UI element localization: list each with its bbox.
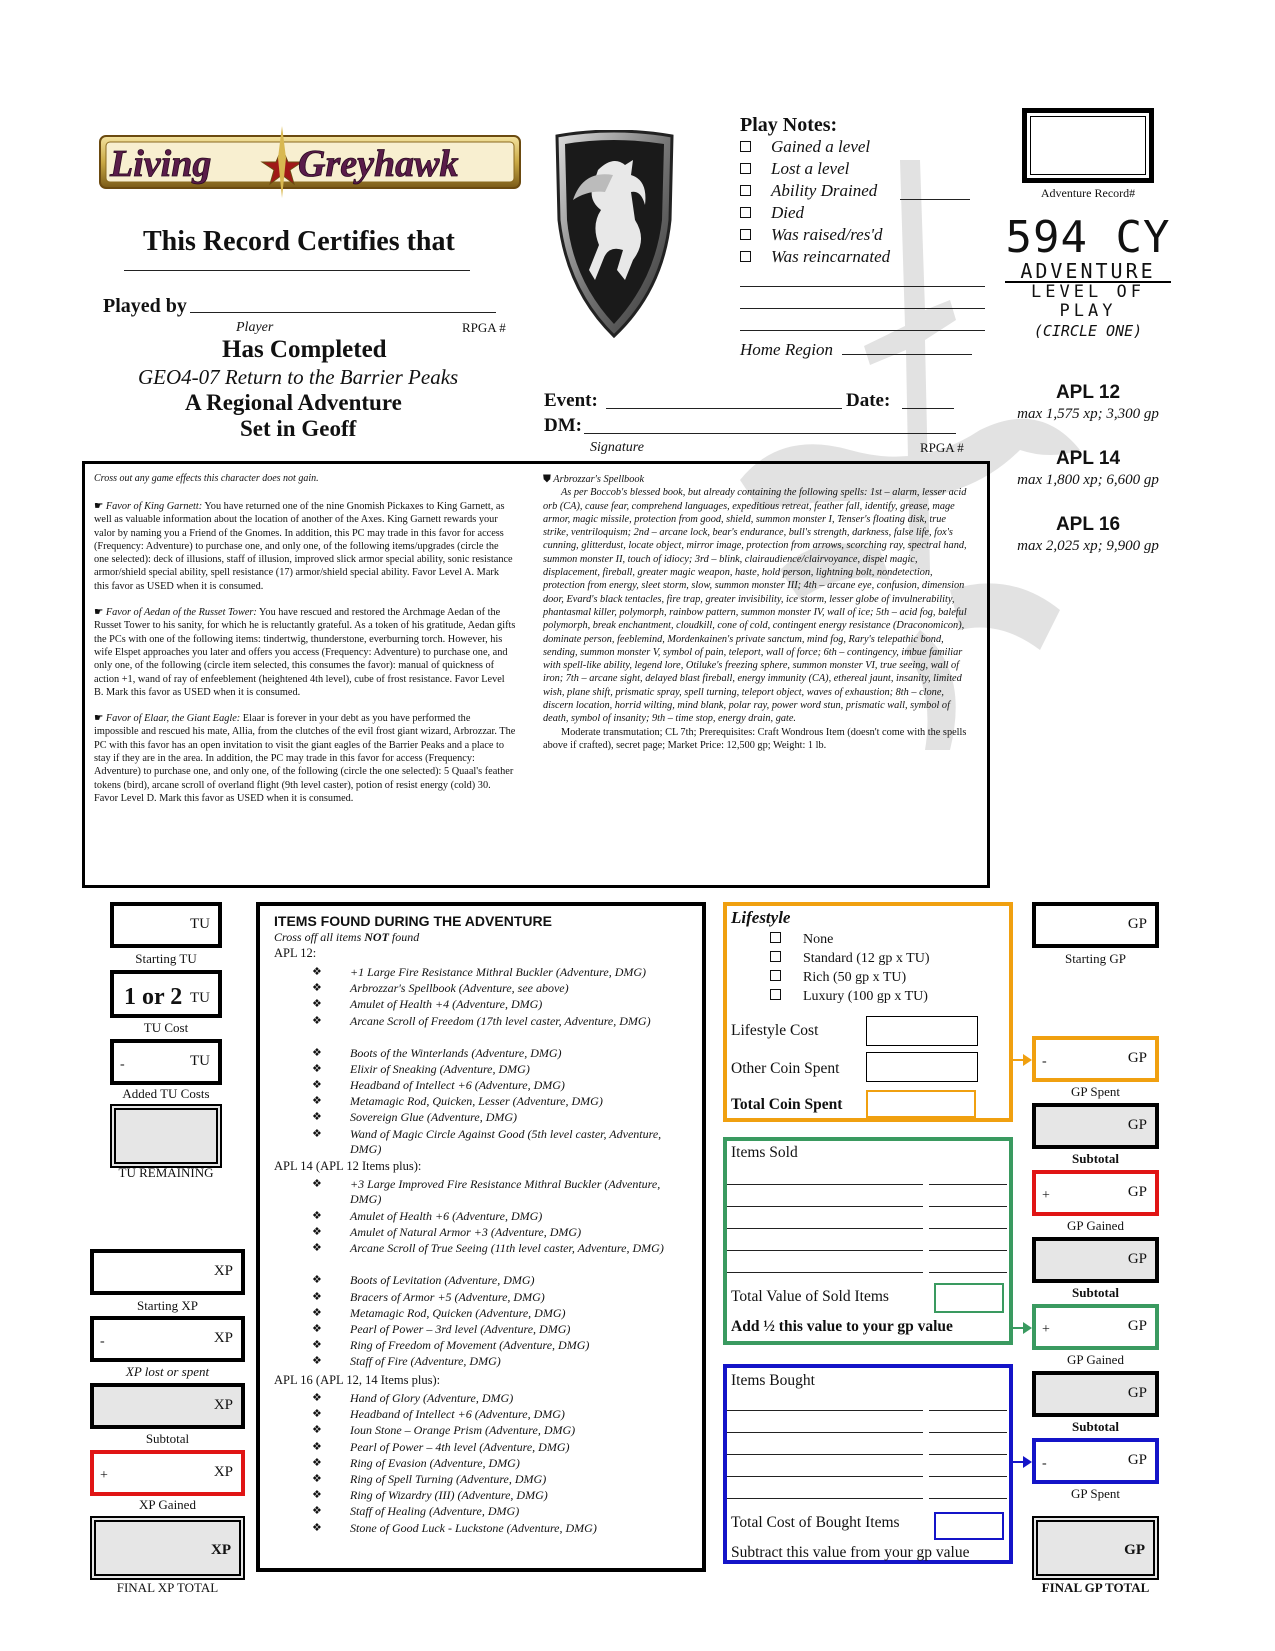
items-bought-title: Items Bought [731,1372,815,1389]
item-found-label: Staff of Healing (Adventure, DMG) [350,1504,520,1519]
adventure-type: A Regional Adventure [185,390,402,415]
item-found-entry[interactable] [312,1177,682,1207]
item-found-entry[interactable] [312,1094,682,1109]
bought-value-line[interactable] [929,1454,1007,1455]
total-coin-field[interactable] [866,1090,976,1118]
played-by-label: Played by [103,295,187,317]
play-note-reincarnated[interactable]: Was reincarnated [740,247,890,267]
spellbook-entry: ⛊ Arbrozzar's Spellbook As per Boccob's blessed book, but already containing the following spells: 1st – alarm, lesser acid orb (CA), cause fear, comprehend languages, expeditious retreat, feather fall, identify, grease, mage armor, magic missile, protection from good, shield, summon monster I, Tenser's floating disk, true strike, ventriloquism; 2nd – arcane lock, bear's endurance, bull's strength, darkness, false life, fox's cunning, glitterdust, locate object, mirror image, protection from arrows, scorching ray, spectral hand, summon monster II, touch of idiocy; 3rd – blink, clairaudience/clairvoyance, dispel magic, displacement, fireball, greater magic weapon, haste, hold person, lightning bolt, nondetection, protection from energy, sleet storm, slow, summon monster III; 4th – arcane eye, confusion, dimension door, Evard's black tentacles, fire trap, greater invisibility, ice storm, lesser globe of invulnerability, phantasmal killer, polymorph, rainbow pattern, summon monster IV, wall of ice; 5th – acid fog, baleful polymorph, break enchantment, cloudkill, cone of cold, contingent energy resistance (Draconomicon), dominate person, feeblemind, Mordenkainen's private sanctum, mind fog, Rary's telepathic bond, sending, summon monster V, symbol of pain, teleport, wall of force; 6th – contingency, imbue familiar with spell-like ability, legend lore, Otiluke's freezing sphere, summon monster VI, true seeing, wall of iron; 7th – arcane sight, delayed blast fireball, energy immunity (CA), ethereal jaunt, insanity, limited wish, plane shift, prismatic spray, spell turning, teleport object, waves of exhaustion; 8th – clone, discern location, horrid wilting, mind blank, polar ray, power word stun, prismatic wall, symbol of death, symbol of insanity; 9th – time stop, energy drain, gate. Moderate transmutation; CL 7th; Prerequisites: Craft Wondrous Item (doesn't come with the spells above if crafted), secret page; Market Price: 12,500 gp; Weight: 1 lb. [543,473,973,752]
item-found-label: Ioun Stone – Orange Prism (Adventure, DMG) [350,1423,576,1438]
final-gp-label: FINAL GP TOTAL [1041,1580,1150,1595]
diamond-bullet-icon: ❖ [312,1323,322,1335]
apl-14-max: max 1,800 xp; 6,600 gp [1017,472,1159,488]
spellbook-tail: Moderate transmutation; CL 7th; Prerequisites: Craft Wondrous Item (doesn't come with the spells above if crafted), secret page; Market Price: 12,500 gp; Weight: 1 lb. [543,726,967,751]
item-found-label: Boots of Levitation (Adventure, DMG) [350,1273,535,1288]
added-tu-box[interactable]: - TU [110,1039,222,1085]
items-sold-box [723,1137,1013,1345]
lifestyle-box [723,902,1013,1122]
xp-gained-box[interactable]: + XP [90,1450,245,1496]
item-found-entry[interactable] [312,965,682,980]
diamond-bullet-icon: ❖ [312,1095,322,1108]
diamond-bullet-icon: ❖ [312,1178,322,1190]
sold-item-line[interactable] [727,1206,923,1207]
added-tu-label: Added TU Costs [122,1086,210,1101]
arrow-bought-head [1023,1456,1032,1468]
play-note-died[interactable]: Died [740,203,804,223]
item-found-label: Arbrozzar's Spellbook (Adventure, see above) [350,981,569,996]
apl12-items-header: APL 12: [274,946,317,960]
gp-spent-lifestyle-label: GP Spent [1071,1084,1120,1099]
play-note-ability-drained[interactable]: Ability Drained [740,181,877,201]
favor-king-garnett: ☛ Favor of King Garnett: You have returned one of the nine Gnomish Pickaxes to King Garnett, as well as valuable information about the location of another of the Axes. King Garnett rewards your valor by naming you a Friend of the Gnomes. In addition, this PC may trade in this favor for access (Frequency: Adventure) to purchase one, and only one, of the following items/upgrades (circle the one selected): deck of illusions, staff of illusion, improved slick armor special ability, sonic resistance armor/shield special ability, spell resistance (17) armor/shield special ability. Favor Level A. Mark this favor as USED when it is consumed. [94,501,513,592]
checkbox[interactable] [740,185,751,196]
griffon-shield-icon [553,130,676,340]
items-found-subtitle: Cross off all items NOT found [274,930,420,944]
bought-item-line[interactable] [727,1454,923,1455]
item-found-label: Staff of Fire (Adventure, DMG) [350,1354,501,1369]
favor-elaar: ☛ Favor of Elaar, the Giant Eagle: Elaar is forever in your debt as you have performed the impossible and rescued his mate, Allia, from the clutches of the evil frost giant wizard, Arbrozzar. The PC with this favor has an open invitation to visit the giant eagles of the Barrier Peaks and a place to stay if they are in the area. In addition, the PC may trade in this favor for access (Frequency: Adventure) to purchase one, and only one, of the following (circle the one selected): 5 Quaal's feather tokens (bird), arcane scroll of overland flight (9th level caster), potion of resist energy (cold) 30. Favor Level D. Mark this favor as USED when it is consumed. [94,713,516,804]
adventure-code: GEO4-07 Return to the Barrier Peaks [138,365,459,389]
diamond-bullet-icon: ❖ [312,1339,322,1352]
item-found-label: Pearl of Power – 3rd level (Adventure, DMG) [350,1322,571,1336]
notes-line-2[interactable] [740,308,985,309]
item-found-entry[interactable] [312,1504,682,1519]
sold-add-instruction: Add ½ this value to your gp value [731,1318,953,1335]
item-found-entry[interactable] [312,1521,682,1536]
notes-line-1[interactable] [740,286,985,287]
gp-spent-bought-label: GP Spent [1071,1486,1120,1501]
dm-label: DM: [544,415,582,436]
item-found-entry[interactable] [312,1322,682,1337]
xp-subtotal-label: Subtotal [145,1431,190,1446]
diamond-bullet-icon: ❖ [312,1306,322,1319]
gp-gained-sold-box[interactable]: + GP [1032,1304,1159,1350]
apl-16-max: max 2,025 xp; 9,900 gp [1017,538,1159,554]
diamond-bullet-icon: ❖ [312,1473,322,1485]
item-found-label: Arcane Scroll of True Seeing (11th level caster, Adventure, DMG) [350,1241,664,1256]
bought-item-line[interactable] [727,1410,923,1411]
lifestyle-cost-label: Lifestyle Cost [731,1022,819,1039]
final-xp-label: FINAL XP TOTAL [116,1580,219,1595]
hand-icon: ☛ [94,607,106,619]
item-found-label: Amulet of Natural Armor +3 (Adventure, DMG) [350,1225,582,1240]
gp-subtotal-1-box[interactable]: GP [1032,1103,1159,1149]
play-note-lost-level[interactable]: Lost a level [740,159,849,179]
item-found-entry[interactable] [312,1241,682,1256]
tu-cost-value: 1 or 2 [124,984,183,1010]
adventure-record-label: Adventure Record# [1040,186,1136,200]
ability-drained-line[interactable] [900,199,970,200]
diamond-bullet-icon: ❖ [312,1392,322,1404]
diamond-bullet-icon: ❖ [312,1062,322,1075]
gp-subtotal-3-label: Subtotal [1072,1419,1119,1434]
checkbox[interactable] [740,163,751,174]
starting-tu-label: Starting TU [135,951,197,966]
item-found-label: Amulet of Health +4 (Adventure, DMG) [350,997,543,1012]
diamond-bullet-icon: ❖ [312,1355,322,1368]
sold-value-line[interactable] [929,1250,1007,1251]
gp-subtotal-3-box[interactable]: GP [1032,1371,1159,1417]
svg-text:Greyhawk: Greyhawk [298,143,459,185]
starting-tu-box[interactable]: TU [110,902,222,948]
notes-line-3[interactable] [740,330,985,331]
year-heading: 594 CY [1005,212,1171,263]
item-found-label: Ring of Evasion (Adventure, DMG) [350,1455,520,1470]
diamond-bullet-icon: ❖ [312,1226,322,1239]
diamond-bullet-icon: ❖ [312,1242,322,1255]
diamond-bullet-icon: ❖ [312,1424,322,1437]
sold-value-line[interactable] [929,1206,1007,1207]
apl-14-option[interactable]: APL 14 [1055,448,1121,469]
item-found-label: Metamagic Rod, Quicken, Lesser (Adventure, DMG) [350,1094,603,1109]
lifestyle-luxury[interactable]: Luxury (100 gp x TU) [770,989,928,1005]
level-of-play-line-3: PLAY [1059,301,1117,321]
diamond-bullet-icon: ❖ [312,1408,322,1421]
xp-subtotal-box[interactable]: XP [90,1383,245,1429]
item-found-label: Ring of Wizardry (III) (Adventure, DMG) [350,1488,548,1503]
event-label: Event: [544,390,598,411]
arrow-sold-head [1023,1322,1032,1334]
diamond-bullet-icon: ❖ [312,1521,322,1534]
checkbox[interactable] [770,932,781,943]
gp-gained-sold-label: GP Gained [1067,1352,1124,1367]
play-note-raised[interactable]: Was raised/res'd [740,225,882,245]
adventure-set: Set in Geoff [240,416,357,441]
character-name-line[interactable] [124,270,470,271]
starting-xp-label: Starting XP [136,1298,199,1313]
item-found-entry[interactable] [312,1127,682,1157]
item-found-entry[interactable] [312,1290,682,1305]
sold-total-field[interactable] [934,1283,1004,1313]
play-notes-title: Play Notes: [740,114,838,136]
item-found-entry[interactable] [312,1014,682,1029]
items-found-title: ITEMS FOUND DURING THE ADVENTURE [274,913,552,929]
player-label: Player [236,320,274,335]
diamond-bullet-icon: ❖ [312,1290,322,1303]
bought-value-line[interactable] [929,1498,1007,1499]
item-found-entry[interactable] [312,1407,682,1422]
has-completed-heading: Has Completed [222,336,387,363]
tu-remaining-label: TU REMAINING [118,1165,214,1180]
diamond-bullet-icon: ❖ [312,1505,322,1518]
item-found-entry[interactable] [312,1273,682,1288]
hand-icon: ☛ [94,713,106,725]
sold-item-line[interactable] [727,1228,923,1229]
item-found-entry[interactable] [312,1110,682,1125]
item-found-entry[interactable] [312,1338,682,1353]
item-found-label: Metamagic Rod, Quicken (Adventure, DMG) [350,1305,566,1320]
apl-12-option[interactable]: APL 12 [1055,382,1121,403]
item-found-entry[interactable] [312,1488,682,1503]
home-region-label: Home Region [740,340,834,359]
item-found-label: +1 Large Fire Resistance Mithral Buckler (Adventure, DMG) [350,965,647,979]
rpga-label: RPGA # [462,320,506,335]
bought-item-line[interactable] [727,1498,923,1499]
player-name-line[interactable] [190,312,496,313]
tu-cost-label: TU Cost [143,1020,189,1035]
other-coin-label: Other Coin Spent [731,1060,840,1077]
gp-subtotal-1-label: Subtotal [1072,1151,1119,1166]
level-of-play-line-1: ADVENTURE [1005,261,1171,283]
adventure-record-box[interactable] [1022,108,1154,183]
bought-item-line[interactable] [727,1476,923,1477]
certifies-heading: This Record Certifies that [143,226,455,257]
item-found-label: Hand of Glory (Adventure, DMG) [350,1391,514,1405]
item-found-label: +3 Large Improved Fire Resistance Mithral Buckler (Adventure, DMG) [350,1177,661,1206]
hand-icon: ☛ [94,501,106,512]
item-found-label: Amulet of Health +6 (Adventure, DMG) [350,1209,543,1223]
item-found-entry[interactable] [312,1391,682,1406]
apl14-items-header: APL 14 (APL 12 Items plus): [274,1159,422,1173]
checkbox[interactable] [740,229,751,240]
diamond-bullet-icon: ❖ [312,1046,322,1059]
checkbox[interactable] [740,141,751,152]
starting-gp-box[interactable]: GP [1032,902,1159,948]
lifestyle-rich[interactable]: Rich (50 gp x TU) [770,970,906,986]
starting-xp-box[interactable]: XP [90,1249,245,1295]
sold-item-line[interactable] [727,1184,923,1185]
checkbox[interactable] [740,251,751,262]
item-found-label: Boots of the Winterlands (Adventure, DMG) [350,1045,562,1060]
gp-gained-box[interactable]: + GP [1032,1170,1159,1216]
item-found-entry[interactable] [312,1440,682,1455]
diamond-bullet-icon: ❖ [312,1440,322,1453]
item-found-label: Ring of Freedom of Movement (Adventure, DMG) [350,1338,590,1353]
item-found-label: Elixir of Sneaking (Adventure, DMG) [350,1061,530,1076]
apl-16-option[interactable]: APL 16 [1055,514,1121,535]
final-xp-box[interactable]: XP [90,1516,245,1580]
sold-item-line[interactable] [727,1250,923,1251]
diamond-bullet-icon: ❖ [312,1489,322,1502]
sold-item-line[interactable] [727,1272,923,1273]
bought-value-line[interactable] [929,1476,1007,1477]
item-found-entry[interactable] [312,1062,682,1077]
gp-spent-lifestyle-box[interactable]: - GP [1032,1036,1159,1082]
favors-list [94,500,516,818]
home-region-line[interactable] [842,354,972,355]
bought-total-field[interactable] [934,1512,1004,1540]
diamond-bullet-icon: ❖ [312,1014,322,1027]
item-found-entry[interactable] [312,1423,682,1438]
xp-gained-label: XP Gained [139,1497,196,1512]
level-of-play-line-2: LEVEL OF [1031,282,1145,302]
diamond-bullet-icon: ❖ [312,1210,322,1222]
item-found-entry[interactable] [312,1306,682,1321]
date-line[interactable] [902,408,954,409]
item-found-entry[interactable] [312,997,682,1012]
total-coin-label: Total Coin Spent [731,1096,843,1113]
sold-value-line[interactable] [929,1184,1007,1185]
diamond-bullet-icon: ❖ [312,1274,322,1287]
gp-subtotal-2-box[interactable]: GP [1032,1237,1159,1283]
play-note-gained-level[interactable]: Gained a level [740,137,870,157]
lifestyle-title: Lifestyle [731,908,791,927]
dm-rpga-label: RPGA # [920,440,964,455]
signature-label: Signature [590,440,644,455]
item-found-entry[interactable] [312,1225,682,1240]
favor-aedan: ☛ Favor of Aedan of the Russet Tower: You have rescued and restored the Archmage Aedan of the Russet Tower to his sanity, for which he is reluctantly grateful. As a token of his gratitude, Aedan gifts the PCs with one of the following items: tindertwig, thunderstone, everburning torch. However, his wife Elspet approaches you later and offers you access (Frequency: Adventure) to purchase one, and only one, of the following (circle item selected, this consumes the favor): manual of quickness of action +1, wand of ray of enfeeblement (heightened 4th level), cube of frost resistance. Favor Level B. Mark this favor as USED when it is consumed. [94,607,516,698]
item-found-entry[interactable] [312,1078,682,1093]
sold-total-label: Total Value of Sold Items [731,1288,889,1305]
checkbox[interactable] [740,207,751,218]
event-line[interactable] [606,408,842,409]
diamond-bullet-icon: ❖ [312,1111,322,1124]
item-found-entry[interactable] [312,1456,682,1471]
item-found-label: Wand of Magic Circle Against Good (5th level caster, Adventure, DMG) [350,1126,662,1156]
item-found-entry[interactable] [312,1046,682,1061]
cross-out-note: Cross out any game effects this character does not gain. [94,473,319,484]
diamond-bullet-icon: ❖ [312,1079,322,1091]
items-sold-title: Items Sold [731,1144,798,1161]
item-found-label: Pearl of Power – 4th level (Adventure, DMG) [350,1439,570,1454]
date-label: Date: [846,390,891,411]
svg-text:Living: Living [110,143,212,185]
final-gp-box[interactable]: GP [1032,1516,1159,1580]
diamond-bullet-icon: ❖ [312,1127,322,1140]
bought-total-label: Total Cost of Bought Items [731,1514,900,1531]
item-found-entry[interactable] [312,1209,682,1224]
gp-subtotal-2-label: Subtotal [1072,1285,1119,1300]
diamond-bullet-icon: ❖ [312,966,322,978]
sold-value-line[interactable] [929,1228,1007,1229]
dm-line[interactable] [584,433,956,434]
item-found-label: Stone of Good Luck - Luckstone (Adventure, DMG) [350,1520,597,1535]
gp-gained-label: GP Gained [1067,1218,1124,1233]
item-found-entry[interactable] [312,1354,682,1369]
tu-remaining-box[interactable] [110,1104,222,1168]
item-found-label: Headband of Intellect +6 (Adventure, DMG) [350,1078,565,1092]
checkbox[interactable] [770,951,781,962]
gp-spent-bought-box[interactable]: - GP [1032,1438,1159,1484]
bought-subtract-instruction: Subtract this value from your gp value [731,1544,970,1561]
item-found-label: Headband of Intellect +6 (Adventure, DMG) [350,1407,565,1422]
xp-lost-label: XP lost or spent [125,1364,210,1379]
checkbox[interactable] [770,970,781,981]
bought-value-line[interactable] [929,1410,1007,1411]
living-greyhawk-logo [98,118,522,204]
shield-icon: ⛊ [543,474,554,485]
apl16-items-header: APL 16 (APL 12, 14 Items plus): [274,1373,441,1387]
other-coin-field[interactable] [866,1052,978,1082]
item-found-label: Bracers of Armor +5 (Adventure, DMG) [350,1289,545,1304]
diamond-bullet-icon: ❖ [312,998,322,1011]
item-found-label: Arcane Scroll of Freedom (17th level caster, Adventure, DMG) [350,1013,651,1028]
tu-cost-box: 1 or 2 TU [110,970,222,1018]
arrow-lifestyle-head [1023,1054,1032,1066]
item-found-entry[interactable] [312,981,682,996]
lifestyle-cost-field[interactable] [866,1016,978,1046]
apl-12-max: max 1,575 xp; 3,300 gp [1017,406,1159,422]
item-found-label: Sovereign Glue (Adventure, DMG) [350,1110,518,1125]
checkbox[interactable] [770,989,781,1000]
level-of-play-line-4: (CIRCLE ONE) [1033,322,1143,340]
lifestyle-standard[interactable]: Standard (12 gp x TU) [770,951,930,967]
item-found-entry[interactable] [312,1472,682,1487]
sold-value-line[interactable] [929,1272,1007,1273]
item-found-label: Ring of Spell Turning (Adventure, DMG) [350,1472,547,1486]
diamond-bullet-icon: ❖ [312,1456,322,1469]
bought-value-line[interactable] [929,1432,1007,1433]
xp-lost-box[interactable]: - XP [90,1316,245,1362]
diamond-bullet-icon: ❖ [312,982,322,995]
bought-item-line[interactable] [727,1432,923,1433]
spellbook-body: As per Boccob's blessed book, but already containing the following spells: 1st – alarm, lesser acid orb (CA), cause fear, comprehend languages, expeditious retreat, feather fall, identify, grease, mage armor, magic missile, protection from good, shield, summon monster I, Tenser's floating disk, true strike, ventriloquism; 2nd – arcane lock, bear's endurance, bull's strength, darkness, false life, fox's cunning, glitterdust, locate object, mirror image, protection from arrows, scorching ray, spectral hand, summon monster II, touch of idiocy; 3rd – blink, clairaudience/clairvoyance, dispel magic, displacement, fireball, greater magic weapon, haste, hold person, lightning bolt, nondetection, protection from energy, sleet storm, slow, summon monster III; 4th – arcane eye, confusion, dimension door, Evard's black tentacles, fire trap, greater invisibility, ice storm, lesser globe of invulnerability, phantasmal killer, polymorph, rainbow pattern, summon monster IV, wall of ice; 5th – acid fog, baleful polymorph, break enchantment, cloudkill, cone of cold, contingent energy resistance (Draconomicon), dominate person, feeblemind, Mordenkainen's private sanctum, mind fog, Rary's telepathic bond, sending, summon monster V, symbol of pain, teleport, wall of force; 6th – contingency, imbue familiar with spell-like ability, legend lore, Otiluke's freezing sphere, summon monster VI, true seeing, wall of iron; 7th – arcane sight, delayed blast fireball, energy immunity (CA), ethereal jaunt, insanity, limited wish, plane shift, prismatic spray, spell turning, teleport object, waves of exhaustion; 8th – clone, discern location, horrid wilting, mind blank, polar ray, power word stun, prismatic wall, symbol of death, symbol of insanity; 9th – time stop, energy drain, gate. [543,487,967,725]
lifestyle-none[interactable]: None [770,932,833,948]
starting-gp-label: Starting GP [1064,951,1127,966]
